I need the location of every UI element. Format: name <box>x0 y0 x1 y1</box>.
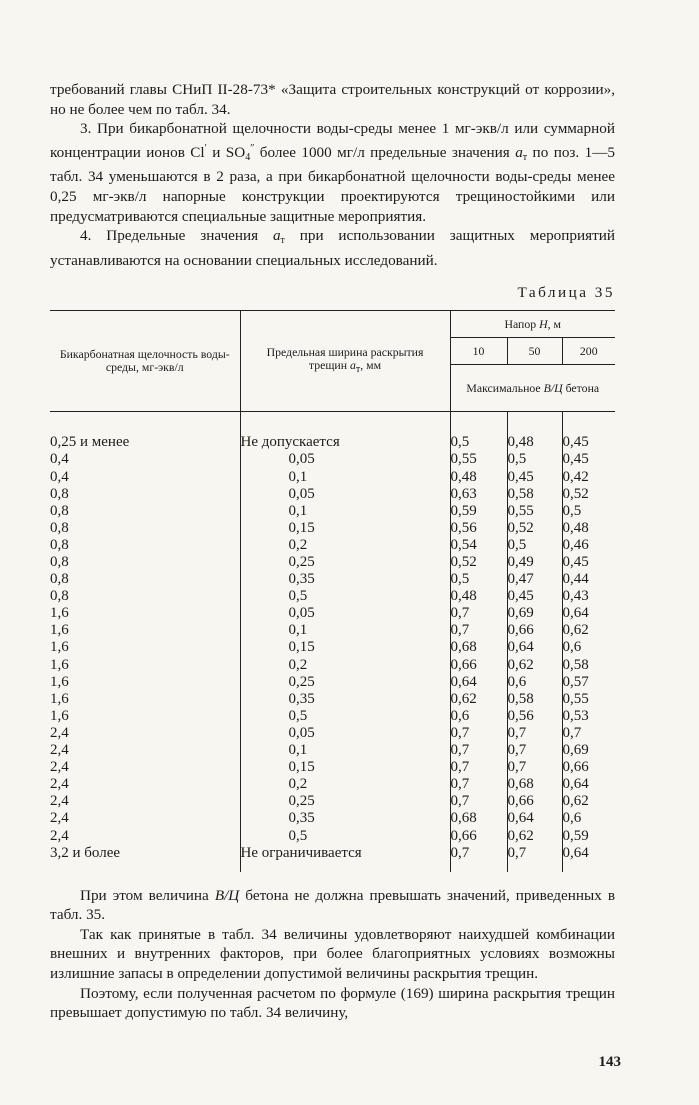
wc-50-cell: 0,64 <box>507 639 562 656</box>
spacer-row <box>50 412 615 435</box>
wc-200-cell: 0,59 <box>562 827 589 844</box>
crack-width-cell: 0,5 <box>240 708 450 725</box>
table-row <box>50 828 615 845</box>
table-row <box>50 622 615 639</box>
paragraph-clause-4 <box>50 226 615 270</box>
crack-width-cell: 0,05 <box>240 725 450 742</box>
wc-10-cell: 0,66 <box>450 828 507 845</box>
wc-200-cell: 0,45 <box>562 434 589 451</box>
table-row <box>50 725 615 742</box>
table-row <box>50 742 615 759</box>
alkalinity-cell: 1,6 <box>50 657 240 674</box>
crack-width-cell: 0,15 <box>240 759 450 776</box>
alkalinity-cell: 1,6 <box>50 691 240 708</box>
wc-10-cell: 0,54 <box>450 537 507 554</box>
table-row <box>50 708 615 725</box>
wc-200-cell: 0,64 <box>562 605 589 622</box>
header-pressure-200: 200 <box>562 338 615 365</box>
wc-10-cell: 0,56 <box>450 520 507 537</box>
alkalinity-cell: 1,6 <box>50 708 240 725</box>
subscript: 4 <box>245 151 251 163</box>
alkalinity-cell: 0,8 <box>50 588 240 605</box>
wc-50-cell: 0,45 <box>507 469 562 486</box>
wc-200-cell: 0,69 <box>562 742 589 759</box>
wc-200-cell: 0,45 <box>562 451 589 468</box>
crack-width-cell: 0,2 <box>240 657 450 674</box>
wc-50-cell: 0,5 <box>507 537 562 554</box>
spacer-cell <box>240 412 450 435</box>
crack-width-cell: 0,35 <box>240 571 450 588</box>
table-row <box>50 674 615 691</box>
wc-10-cell: 0,59 <box>450 503 507 520</box>
text-fragment: и SO <box>206 143 246 161</box>
wc-200-cell: 0,46 <box>562 536 589 553</box>
wc-10-cell: 0,6 <box>450 708 507 725</box>
wc-50-cell: 0,45 <box>507 588 562 605</box>
text-fragment: более 1000 мг/л предельные значения <box>254 143 516 161</box>
wc-200-cell: 0,6 <box>562 810 582 827</box>
math-variable: В/Ц <box>543 380 563 395</box>
wc-10-cell: 0,52 <box>450 554 507 571</box>
crack-width-cell: 0,5 <box>240 588 450 605</box>
crack-width-cell: 0,25 <box>240 674 450 691</box>
alkalinity-cell: 0,8 <box>50 486 240 503</box>
alkalinity-cell: 2,4 <box>50 776 240 793</box>
superscript: ′ <box>204 142 207 154</box>
math-variable: a <box>349 358 356 373</box>
table-row <box>50 451 615 468</box>
alkalinity-cell: 0,8 <box>50 503 240 520</box>
spacer-cell <box>450 412 507 435</box>
wc-10-cell: 0,5 <box>450 434 507 451</box>
alkalinity-cell: 1,6 <box>50 639 240 656</box>
wc-50-cell: 0,7 <box>507 845 562 872</box>
wc-50-cell: 0,55 <box>507 503 562 520</box>
header-pressure <box>450 311 615 338</box>
bottom-text <box>50 886 615 1023</box>
subscript: т <box>522 151 528 163</box>
alkalinity-cell: 0,8 <box>50 520 240 537</box>
table-body <box>50 412 615 872</box>
text-fragment: Предельная ширина раскрытия трещин <box>266 345 424 373</box>
wc-10-cell: 0,64 <box>450 674 507 691</box>
alkalinity-cell: 2,4 <box>50 725 240 742</box>
crack-width-cell: 0,25 <box>240 554 450 571</box>
wc-200-cell: 0,66 <box>562 759 589 776</box>
wc-200-cell: 0,44 <box>562 571 589 588</box>
table-row <box>50 639 615 656</box>
math-variable: a <box>272 227 281 245</box>
wc-200-cell: 0,57 <box>562 673 589 690</box>
text-fragment: бетона <box>562 380 600 395</box>
crack-width-cell: 0,05 <box>240 451 450 468</box>
wc-200-cell: 0,58 <box>562 656 589 673</box>
superscript: ″ <box>250 142 255 154</box>
header-pressure-50: 50 <box>507 338 562 365</box>
wc-10-cell: 0,68 <box>450 639 507 656</box>
subscript: т <box>355 364 361 376</box>
table-row <box>50 554 615 571</box>
wc-200-cell: 0,62 <box>562 793 589 810</box>
crack-width-cell: 0,1 <box>240 469 450 486</box>
alkalinity-cell: 2,4 <box>50 828 240 845</box>
alkalinity-cell: 0,4 <box>50 469 240 486</box>
wc-50-cell: 0,7 <box>507 742 562 759</box>
alkalinity-cell: 2,4 <box>50 810 240 827</box>
table-row <box>50 588 615 605</box>
wc-50-cell: 0,58 <box>507 486 562 503</box>
wc-50-cell: 0,48 <box>507 434 562 451</box>
text-fragment: 3. При бикарбонатной щелочности воды-среды менее 1 мг-экв/л или суммарной концентрации ионов Cl <box>50 120 615 161</box>
wc-50-cell: 0,58 <box>507 691 562 708</box>
subscript: т <box>280 235 285 247</box>
wc-50-cell: 0,7 <box>507 725 562 742</box>
spacer-cell <box>507 412 562 435</box>
wc-10-cell: 0,68 <box>450 810 507 827</box>
alkalinity-cell: 0,4 <box>50 451 240 468</box>
math-variable: a <box>515 143 523 161</box>
wc-200-cell: 0,5 <box>562 502 582 519</box>
wc-200-cell: 0,48 <box>562 519 589 536</box>
wc-50-cell: 0,56 <box>507 708 562 725</box>
crack-width-cell: 0,1 <box>240 503 450 520</box>
paragraph-worst-case: Так как принятые в табл. 34 величины удовлетворяют наихудшей комбинации внешних и внутренних факторов, при более благоприятных условиях возможны излишние запасы в определении допустимой величины раскрытия трещин. <box>50 925 615 983</box>
table-row <box>50 776 615 793</box>
alkalinity-cell: 1,6 <box>50 674 240 691</box>
table-row <box>50 810 615 827</box>
crack-width-cell: 0,15 <box>240 639 450 656</box>
wc-200-cell: 0,7 <box>562 724 582 741</box>
wc-10-cell: 0,55 <box>450 451 507 468</box>
wc-200-cell: 0,42 <box>562 468 589 485</box>
text-fragment: , мм <box>360 358 382 373</box>
wc-50-cell: 0,62 <box>507 657 562 674</box>
wc-50-cell: 0,62 <box>507 828 562 845</box>
wc-50-cell: 0,6 <box>507 674 562 691</box>
table-row <box>50 486 615 503</box>
wc-200-cell: 0,43 <box>562 588 589 605</box>
table-row <box>50 571 615 588</box>
crack-width-cell: Не ограничивается <box>240 845 450 872</box>
wc-200-cell: 0,64 <box>562 844 589 861</box>
crack-width-cell: 0,05 <box>240 486 450 503</box>
wc-10-cell: 0,7 <box>450 845 507 872</box>
text-fragment: Максимальное <box>466 380 544 395</box>
wc-10-cell: 0,7 <box>450 622 507 639</box>
alkalinity-cell: 1,6 <box>50 622 240 639</box>
wc-50-cell: 0,64 <box>507 810 562 827</box>
crack-width-cell: 0,1 <box>240 742 450 759</box>
alkalinity-cell: 2,4 <box>50 793 240 810</box>
text-fragment: 4. Предельные значения <box>80 227 273 245</box>
spacer-cell <box>50 412 240 435</box>
math-variable: В/Ц <box>214 886 240 904</box>
alkalinity-cell: 2,4 <box>50 759 240 776</box>
spacer-cell <box>562 412 615 435</box>
alkalinity-cell: 0,8 <box>50 554 240 571</box>
wc-200-cell: 0,52 <box>562 485 589 502</box>
wc-10-cell: 0,7 <box>450 725 507 742</box>
table-row <box>50 605 615 622</box>
wc-50-cell: 0,49 <box>507 554 562 571</box>
crack-width-cell: 0,35 <box>240 810 450 827</box>
text-fragment: по поз. 1—5 табл. 34 уменьшаются в 2 раза, а при бикарбонатной щелочности воды-среды менее 0,25 мг-экв/л напорные конструкции проектируются трещиностойкими или предусматриваются специальные защитные мероприятия. <box>50 143 615 225</box>
wc-200-cell: 0,6 <box>562 639 582 656</box>
wc-10-cell: 0,5 <box>450 571 507 588</box>
wc-10-cell: 0,48 <box>450 588 507 605</box>
paragraph-therefore: Поэтому, если полученная расчетом по формуле (169) ширина раскрытия трещин превышает допустимую по табл. 34 величину, <box>50 984 615 1022</box>
wc-200-cell: 0,55 <box>562 690 589 707</box>
crack-width-cell: 0,2 <box>240 537 450 554</box>
table-row <box>50 759 615 776</box>
text-fragment: Напор <box>504 316 540 331</box>
crack-width-cell: 0,1 <box>240 622 450 639</box>
wc-10-cell: 0,7 <box>450 742 507 759</box>
wc-10-cell: 0,7 <box>450 793 507 810</box>
crack-width-cell: 0,05 <box>240 605 450 622</box>
paragraph-clause-3 <box>50 119 615 226</box>
paragraph-1: требований главы СНиП II-28-73* «Защита строительных конструкций от коррозии», но не более чем по табл. 34. <box>50 81 615 118</box>
wc-50-cell: 0,5 <box>507 451 562 468</box>
wc-10-cell: 0,62 <box>450 691 507 708</box>
crack-width-cell: 0,2 <box>240 776 450 793</box>
crack-width-cell: 0,35 <box>240 691 450 708</box>
text-fragment: , м <box>547 316 562 331</box>
text-fragment: при использовании защитных мероприятий устанавливаются на основании специальных исследований. <box>50 227 615 269</box>
wc-200-cell: 0,45 <box>562 554 589 570</box>
wc-50-cell: 0,66 <box>507 793 562 810</box>
alkalinity-cell: 1,6 <box>50 605 240 622</box>
math-variable: H <box>539 316 548 331</box>
table-row <box>50 434 615 451</box>
wc-10-cell: 0,66 <box>450 657 507 674</box>
page-body <box>50 80 615 1023</box>
table-row <box>50 537 615 554</box>
wc-50-cell: 0,66 <box>507 622 562 639</box>
table-row <box>50 520 615 537</box>
alkalinity-cell: 3,2 и более <box>50 845 240 872</box>
table-row <box>50 469 615 486</box>
page-number: 143 <box>598 1054 621 1070</box>
table-row <box>50 657 615 674</box>
alkalinity-cell: 0,8 <box>50 537 240 554</box>
text-fragment: При этом величина <box>80 886 215 904</box>
wc-10-cell: 0,63 <box>450 486 507 503</box>
paragraph-wc-ratio <box>50 886 615 925</box>
header-max-wc-ratio <box>450 365 615 412</box>
text-fragment: бетона не должна превышать значений, приведенных в табл. 35. <box>50 886 615 924</box>
crack-width-cell: 0,15 <box>240 520 450 537</box>
table-row <box>50 793 615 810</box>
wc-10-cell: 0,48 <box>450 469 507 486</box>
crack-width-cell: 0,25 <box>240 793 450 810</box>
table-35 <box>50 310 615 871</box>
wc-10-cell: 0,7 <box>450 759 507 776</box>
alkalinity-cell: 2,4 <box>50 742 240 759</box>
wc-200-cell: 0,53 <box>562 707 589 724</box>
wc-10-cell: 0,7 <box>450 605 507 622</box>
wc-50-cell: 0,7 <box>507 759 562 776</box>
header-pressure-10: 10 <box>450 338 507 365</box>
wc-200-cell: 0,64 <box>562 776 589 793</box>
wc-50-cell: 0,47 <box>507 571 562 588</box>
header-alkalinity: Бикарбонатная щелочность воды-среды, мг-экв/л <box>50 311 240 412</box>
wc-50-cell: 0,68 <box>507 776 562 793</box>
wc-50-cell: 0,69 <box>507 605 562 622</box>
wc-200-cell: 0,62 <box>562 622 589 639</box>
table-row <box>50 845 615 872</box>
wc-50-cell: 0,52 <box>507 520 562 537</box>
table-row <box>50 691 615 708</box>
alkalinity-cell: 0,25 и менее <box>50 434 240 451</box>
table-row <box>50 503 615 520</box>
crack-width-cell: 0,5 <box>240 828 450 845</box>
header-crack-width <box>240 311 450 412</box>
alkalinity-cell: 0,8 <box>50 571 240 588</box>
table-caption: Таблица 35 <box>517 284 615 302</box>
crack-width-cell: Не допускается <box>240 434 450 451</box>
wc-10-cell: 0,7 <box>450 776 507 793</box>
